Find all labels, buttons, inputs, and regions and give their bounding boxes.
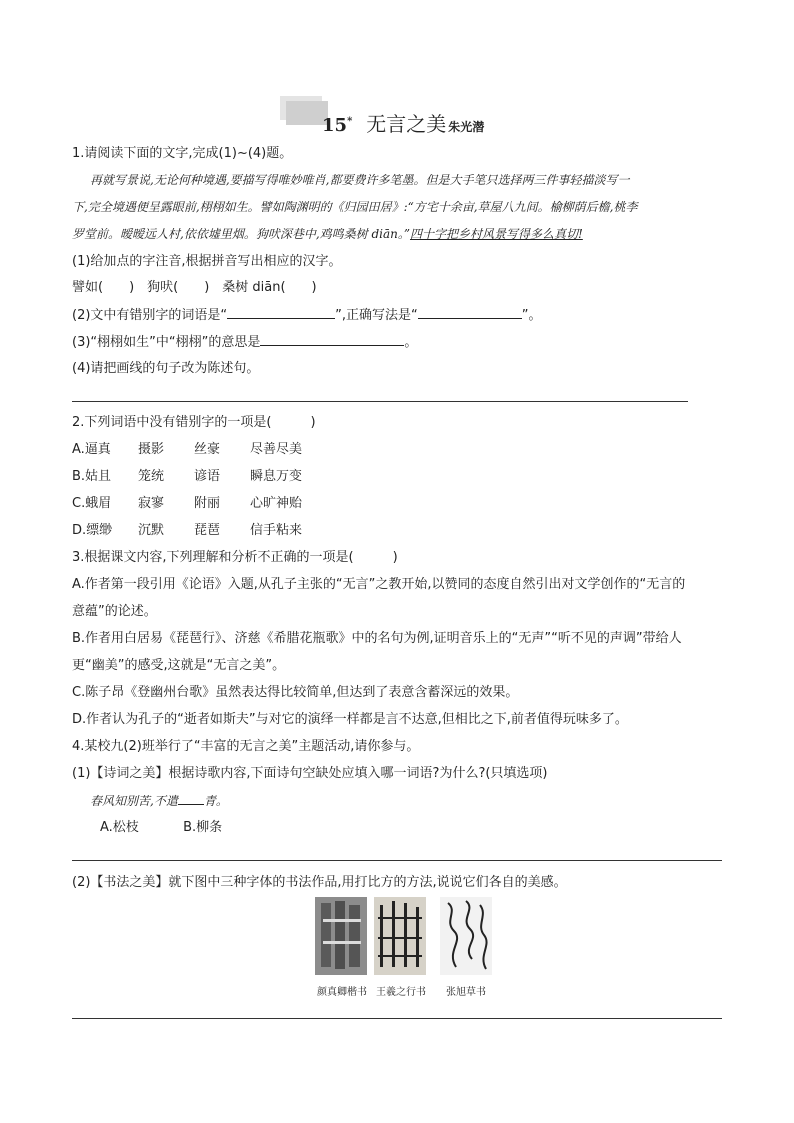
caption-kaishu: 颜真卿楷书: [317, 987, 367, 998]
q1-passage-line: 下,完全境遇便呈露眼前,栩栩如生。譬如陶渊明的《归园田居》:“方宅十余亩,草屋八九间。榆柳荫后檐,桃李: [72, 200, 638, 214]
q2-option[interactable]: B.姑且 笼统 谚语 瞬息万变: [72, 469, 303, 484]
q3-option-a-cont: 意蕴”的论述。: [72, 604, 157, 619]
lesson-title: 无言之美: [366, 112, 447, 136]
answer-line[interactable]: [72, 860, 722, 861]
q4-sub1: (1)【诗词之美】根据诗歌内容,下面诗句空缺处应填入哪一词语?为什么?(只填选项): [72, 766, 548, 781]
answer-blank[interactable]: [418, 306, 522, 319]
q1-prompt: 1.请阅读下面的文字,完成(1)~(4)题。: [72, 146, 293, 161]
calligraphy-xingshu-image: [374, 897, 426, 975]
q1-sub1: (1)给加点的字注音,根据拼音写出相应的汉字。: [72, 254, 342, 269]
lesson-author: 朱光潜: [448, 120, 485, 134]
q3-prompt: 3.根据课文内容,下列理解和分析不正确的一项是( ): [72, 550, 398, 565]
underlined-sentence: 四十字把乡村风景写得多么真切!: [409, 227, 583, 241]
q2-option[interactable]: C.蛾眉 寂寥 附丽 心旷神贻: [72, 496, 303, 511]
q2-option[interactable]: A.逼真 摄影 丝豪 尽善尽美: [72, 442, 303, 457]
q1-sub1-items: 譬如( ) 狗吠( ) 桑树 diān( ): [72, 280, 317, 295]
q3-option-b[interactable]: B.作者用白居易《琵琶行》、济慈《希腊花瓶歌》中的名句为例,证明音乐上的“无声”“听不见的声调”带给人: [72, 631, 682, 646]
calligraphy-caoshu-image: [440, 897, 492, 975]
caption-caoshu: 张旭草书: [446, 987, 486, 998]
answer-blank[interactable]: [178, 792, 204, 805]
q3-option-a[interactable]: A.作者第一段引用《论语》入题,从孔子主张的“无言”之教开始,以赞同的态度自然引出对文学创作的“无言的: [72, 577, 686, 592]
answer-blank[interactable]: [260, 333, 404, 346]
q4-sub2: (2)【书法之美】就下图中三种字体的书法作品,用打比方的方法,说说它们各自的美感。: [72, 875, 567, 890]
q4-option-b[interactable]: B.柳条: [183, 820, 223, 835]
answer-blank[interactable]: [227, 306, 335, 319]
q3-option-b-cont: 更“幽美”的感受,这就是“无言之美”。: [72, 658, 286, 673]
answer-line[interactable]: [72, 1018, 722, 1019]
q1-passage-line: 再就写景说,无论何种境遇,要描写得唯妙唯肖,都要费许多笔墨。但是大手笔只选择两三件事轻描淡写一: [90, 173, 630, 187]
answer-line[interactable]: [72, 401, 688, 402]
q4-option-a[interactable]: A.松枝: [100, 820, 139, 835]
q3-option-c[interactable]: C.陈子昂《登幽州台歌》虽然表达得比较简单,但达到了表意含蓄深远的效果。: [72, 685, 519, 700]
q3-option-d[interactable]: D.作者认为孔子的“逝者如斯夫”与对它的演绎一样都是言不达意,但相比之下,前者值得玩味多了。: [72, 712, 628, 727]
q1-sub2: (2)文中有错别字的词语是“ ”,正确写法是“ ”。: [72, 308, 542, 323]
q1-passage-line: 罗堂前。暧暧远人村,依依墟里烟。狗吠深巷中,鸡鸣桑树 diān。”四十字把乡村风景写得多么真切!: [72, 227, 583, 241]
q1-sub3: (3)“栩栩如生”中“栩栩”的意思是 。: [72, 335, 418, 350]
q4-prompt: 4.某校九(2)班举行了“丰富的无言之美”主题活动,请你参与。: [72, 739, 420, 754]
q4-options: [100, 819, 222, 837]
calligraphy-kaishu-image: [315, 897, 367, 975]
caption-xingshu: 王羲之行书: [376, 987, 426, 998]
q2-prompt: 2.下列词语中没有错别字的一项是( ): [72, 415, 316, 430]
q1-sub4: (4)请把画线的句子改为陈述句。: [72, 361, 260, 376]
lesson-number: 15*: [322, 115, 353, 136]
q4-poem-line: 春风知别苦,不遣 青。: [90, 794, 228, 808]
page-title: [322, 108, 484, 137]
q2-option[interactable]: D.缥缈 沉默 琵琶 信手粘来: [72, 523, 303, 538]
